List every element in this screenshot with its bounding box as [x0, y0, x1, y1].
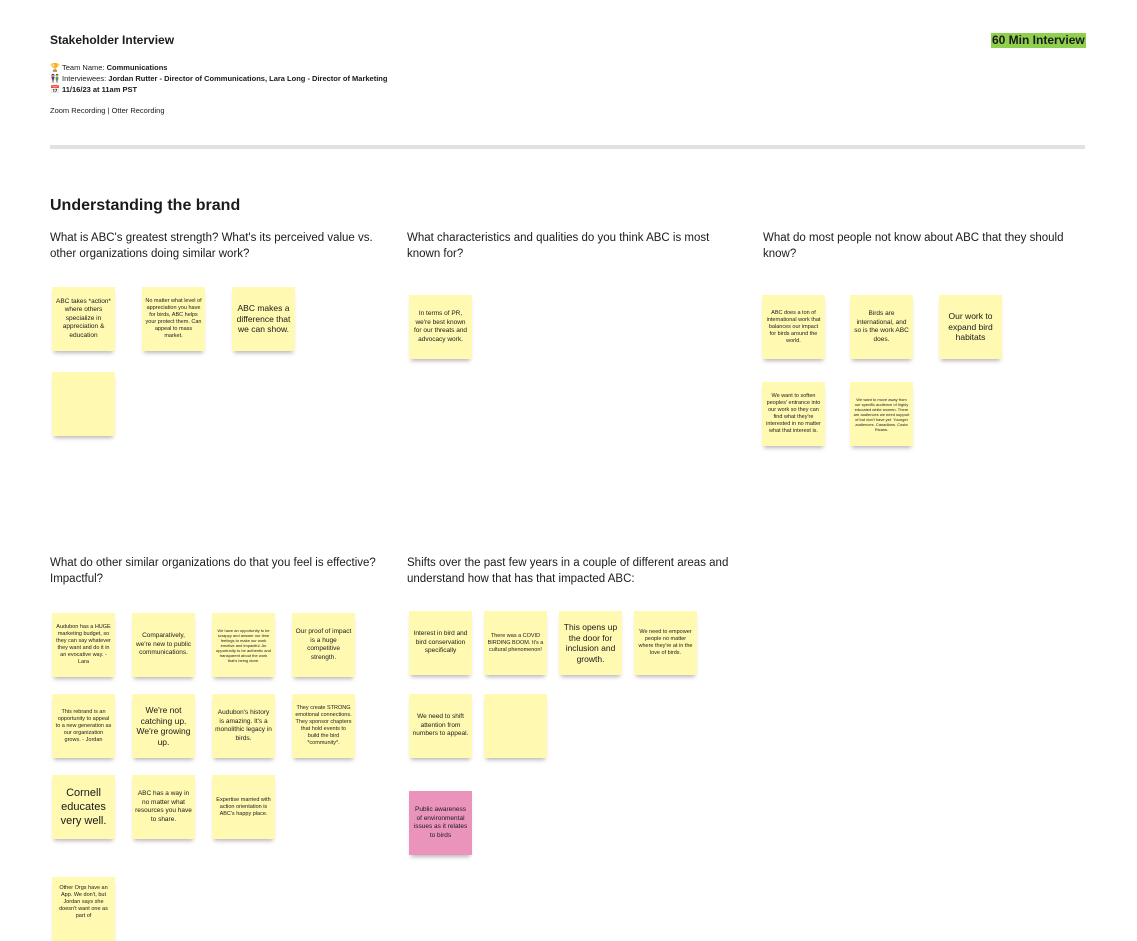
section-title: Understanding the brand	[50, 197, 241, 214]
link-separator: |	[105, 106, 112, 115]
sticky-note[interactable]: Our proof of impact is a huge competitive strength.	[292, 613, 355, 677]
team-name-value: Communications	[106, 63, 168, 72]
recording-links	[50, 106, 165, 115]
calendar-icon: 📅	[50, 85, 60, 94]
trophy-icon: 🏆	[50, 63, 60, 72]
date-line	[50, 84, 137, 95]
sticky-note[interactable]: This rebrand is an opportunity to appeal to a new generation as our organization grows. - Jordan	[52, 694, 115, 758]
sticky-note[interactable]: We have an opportunity to be scrappy and answer our time feelings to make our work emotive and impactful. An opportunity to be authentic and transparent about the work that's being done.	[212, 613, 275, 677]
sticky-note[interactable]: Interest in bird and bird conservation specifically	[409, 611, 472, 675]
sticky-note[interactable]: Other Orgs have an App. We don't, but Jordan says she doesn't want one as part of	[52, 877, 115, 941]
sticky-note-empty[interactable]	[484, 694, 547, 758]
sticky-note[interactable]: ABC takes *action* where others specialize in appreciation & education	[52, 287, 115, 351]
sticky-note[interactable]: We're not catching up. We're growing up.	[132, 694, 195, 758]
sticky-note-pink[interactable]: Public awareness of environmental issues as it relates to birds	[409, 791, 472, 855]
sticky-note[interactable]: No matter what level of appreciation you have for birds, ABC helps your protect them. Can appeal to mass market.	[142, 287, 205, 351]
sticky-note[interactable]: We want to soften peoples' entrance into our work so they can find what they're interested in no matter what that interest is.	[762, 382, 825, 446]
interview-date: 11/16/23 at 11am PST	[62, 85, 138, 94]
sticky-note[interactable]: Comparatively, we're new to public communications.	[132, 613, 195, 677]
question-similar-orgs: What do other similar organizations do that you feel is effective? Impactful?	[50, 557, 376, 585]
sticky-note[interactable]: We need to shift attention from numbers to appeal.	[409, 694, 472, 758]
team-name-label: Team Name:	[62, 63, 107, 72]
sticky-note[interactable]: This opens up the door for inclusion and growth.	[559, 611, 622, 675]
sticky-note-empty[interactable]	[52, 372, 115, 436]
sticky-note[interactable]: Cornell educates very well.	[52, 775, 115, 839]
sticky-note[interactable]: In terms of PR, we're best known for our threats and advocacy work.	[409, 295, 472, 359]
interviewees-line	[50, 73, 387, 84]
sticky-note[interactable]: ABC makes a difference that we can show.	[232, 287, 295, 351]
interviewees-value: Jordan Rutter - Director of Communications, Lara Long - Director of Marketing	[108, 74, 388, 83]
sticky-note[interactable]: Audubon has a HUGE marketing budget, so they can say whatever they want and do it in an evocative way. - Lara	[52, 613, 115, 677]
team-name-line	[50, 62, 167, 73]
sticky-note[interactable]: ABC does a ton of international work that balances our impact for birds around the world.	[762, 295, 825, 359]
question-not-known: What do most people not know about ABC that they should know?	[763, 232, 1064, 260]
sticky-note[interactable]: There was a COVID BIRDING BOOM. It's a cultural phenomenon!	[484, 611, 547, 675]
interviewees-label: Interviewees:	[62, 74, 109, 83]
question-shifts: Shifts over the past few years in a couple of different areas and understand how that has that impacted ABC:	[407, 557, 729, 585]
duration-badge: 60 Min Interview	[992, 33, 1085, 47]
sticky-note[interactable]: Our work to expand bird habitats	[939, 295, 1002, 359]
zoom-recording-link[interactable]: Zoom Recording	[50, 106, 106, 115]
sticky-note[interactable]: ABC has a way in no matter what resources you have to share.	[132, 775, 195, 839]
sticky-note[interactable]: We want to move away from our specific audience of highly educated white women. There are audiences we need support of but don't have yet. Younger audiences. Canadians. Costa Ricans.	[850, 382, 913, 446]
otter-recording-link[interactable]: Otter Recording	[111, 106, 165, 115]
people-icon: 👫	[50, 74, 60, 83]
question-known-for: What characteristics and qualities do you think ABC is most known for?	[407, 232, 710, 260]
board-title: Stakeholder Interview	[50, 33, 175, 47]
header-divider	[50, 145, 1085, 149]
sticky-note[interactable]: Expertise married with action orientation is ABC's happy place.	[212, 775, 275, 839]
sticky-note[interactable]: Audubon's history is amazing. It's a monolithic legacy in birds.	[212, 694, 275, 758]
question-strength: What is ABC's greatest strength? What's its perceived value vs. other organizations doing similar work?	[50, 232, 373, 260]
sticky-note[interactable]: We need to empower people no matter where they're at in the love of birds.	[634, 611, 697, 675]
sticky-note[interactable]: Birds are international, and so is the work ABC does.	[850, 295, 913, 359]
sticky-note[interactable]: They create STRONG emotional connections. They sponsor chapters that hold events to build the bird *community*.	[292, 694, 355, 758]
